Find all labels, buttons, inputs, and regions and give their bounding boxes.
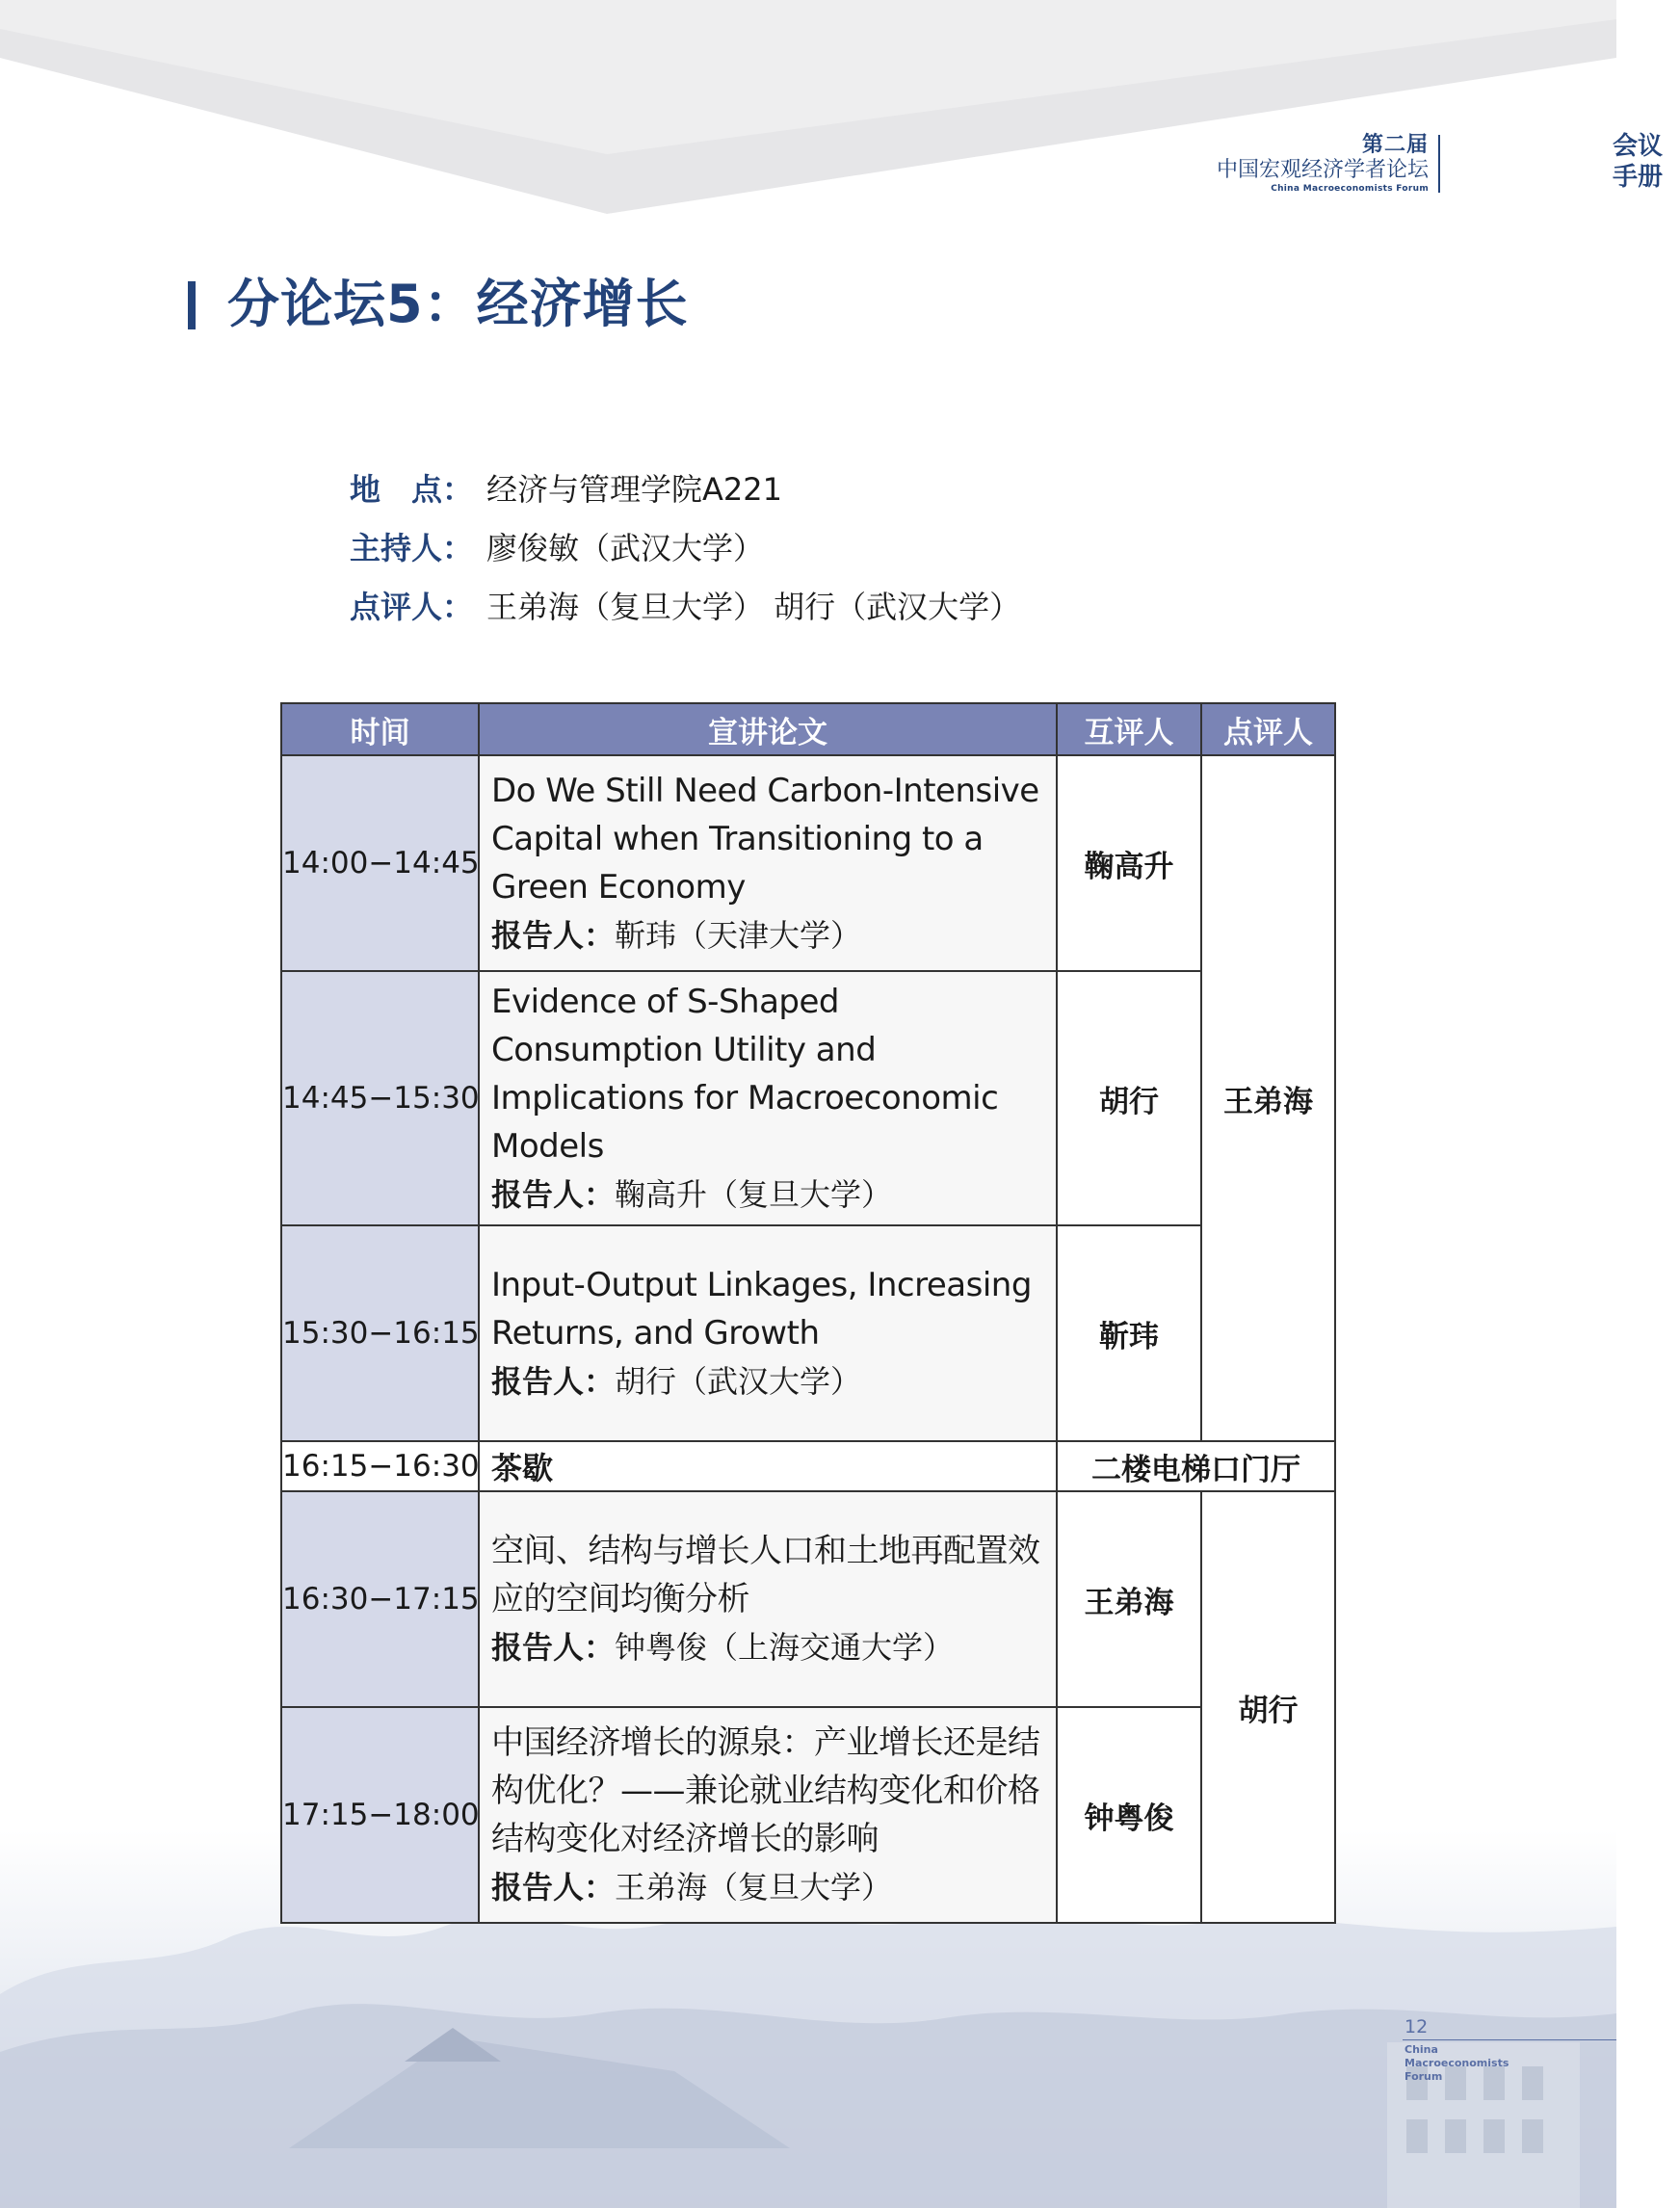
session-time: 14:45−15:30 [281, 971, 479, 1225]
reporter-label: 报告人： [491, 1176, 616, 1213]
reporter-line [491, 911, 1044, 959]
info-location [350, 460, 1020, 519]
reporter-name: 靳玮（天津大学） [615, 917, 862, 954]
table-row [281, 1225, 1335, 1441]
header-paper: 宣讲论文 [479, 703, 1057, 755]
table-row [281, 971, 1335, 1225]
session-peer: 钟粤俊 [1057, 1707, 1201, 1923]
handbook-line2: 手册 [1613, 163, 1664, 192]
break-label: 茶歇 [479, 1441, 1057, 1491]
session-time: 14:00−14:45 [281, 755, 479, 971]
table-row [281, 1707, 1335, 1923]
reporter-line [491, 1623, 1044, 1671]
session-paper [479, 1225, 1057, 1441]
page-number: 12 [1404, 2016, 1429, 2037]
info-commentators [350, 578, 1020, 637]
reporter-line [491, 1863, 1044, 1911]
session-peer: 王弟海 [1057, 1491, 1201, 1707]
reporter-label: 报告人： [491, 917, 616, 954]
header-commentator: 点评人 [1201, 703, 1335, 755]
paper-title: 中国经济增长的源泉：产业增长还是结构优化？——兼论就业结构变化和价格结构变化对经济增长的影响 [491, 1723, 1040, 1858]
session-paper [479, 1707, 1057, 1923]
break-location: 二楼电梯口门厅 [1057, 1441, 1335, 1491]
page-number-divider [1403, 2039, 1616, 2040]
footer-en-line: China [1404, 2043, 1438, 2056]
schedule-table [280, 702, 1336, 1924]
table-header-row [281, 703, 1335, 755]
session-peer: 鞠高升 [1057, 755, 1201, 971]
footer-en-line: Forum [1404, 2070, 1443, 2083]
session-peer: 胡行 [1057, 971, 1201, 1225]
paper-title: Evidence of S-Shaped Consumption Utility and Implications for Macroeconomic Models [491, 983, 999, 1166]
reporter-line [491, 1357, 1044, 1406]
reporter-line [491, 1170, 1044, 1219]
brand-handbook [1613, 131, 1680, 193]
commentator-block-2: 胡行 [1201, 1491, 1335, 1923]
paper-title: 空间、结构与增长人口和土地再配置效应的空间均衡分析 [491, 1532, 1040, 1618]
info-value: 王弟海（复旦大学） 胡行（武汉大学） [486, 589, 1021, 625]
table-row [281, 1491, 1335, 1707]
brand-forum-en: China Macroeconomists Forum [1271, 184, 1429, 194]
session-paper [479, 755, 1057, 971]
info-value: 经济与管理学院A221 [486, 471, 782, 508]
brand-forum-name: 中国宏观经济学者论坛 [1216, 158, 1429, 182]
info-host [350, 519, 1020, 578]
title-accent-bar [188, 281, 196, 329]
page-title: 分论坛5：经济增长 [227, 274, 689, 334]
reporter-label: 报告人： [491, 1629, 616, 1666]
footer-en-line: Macroeconomists [1404, 2057, 1509, 2069]
info-label: 地 点： [350, 471, 474, 508]
info-label: 点评人： [350, 589, 474, 625]
paper-title: Input-Output Linkages, Increasing Returns, and Growth [491, 1266, 1032, 1353]
session-info [350, 460, 1020, 637]
header-peer: 互评人 [1057, 703, 1201, 755]
session-time: 17:15−18:00 [281, 1707, 479, 1923]
break-row [281, 1441, 1335, 1491]
session-paper [479, 971, 1057, 1225]
paper-title: Do We Still Need Carbon-Intensive Capital when Transitioning to a Green Economy [491, 772, 1039, 907]
session-time: 15:30−16:15 [281, 1225, 479, 1441]
forum-brand [1217, 133, 1429, 195]
brand-divider [1438, 135, 1440, 193]
reporter-label: 报告人： [491, 1363, 616, 1400]
session-peer: 靳玮 [1057, 1225, 1201, 1441]
session-paper [479, 1491, 1057, 1707]
session-time: 16:30−17:15 [281, 1491, 479, 1707]
info-label: 主持人： [350, 530, 474, 566]
reporter-label: 报告人： [491, 1869, 616, 1906]
break-time: 16:15−16:30 [281, 1441, 479, 1491]
header-time: 时间 [281, 703, 479, 755]
reporter-name: 鞠高升（复旦大学） [615, 1176, 893, 1213]
handbook-line1: 会议 [1613, 132, 1664, 161]
table-row [281, 755, 1335, 971]
reporter-name: 胡行（武汉大学） [615, 1363, 862, 1400]
info-value: 廖俊敏（武汉大学） [486, 530, 765, 566]
commentator-block-1: 王弟海 [1201, 755, 1335, 1441]
footer-forum-en [1404, 2043, 1509, 2084]
brand-edition: 第二届 [1361, 133, 1429, 157]
reporter-name: 王弟海（复旦大学） [615, 1869, 893, 1906]
reporter-name: 钟粤俊（上海交通大学） [615, 1629, 955, 1666]
